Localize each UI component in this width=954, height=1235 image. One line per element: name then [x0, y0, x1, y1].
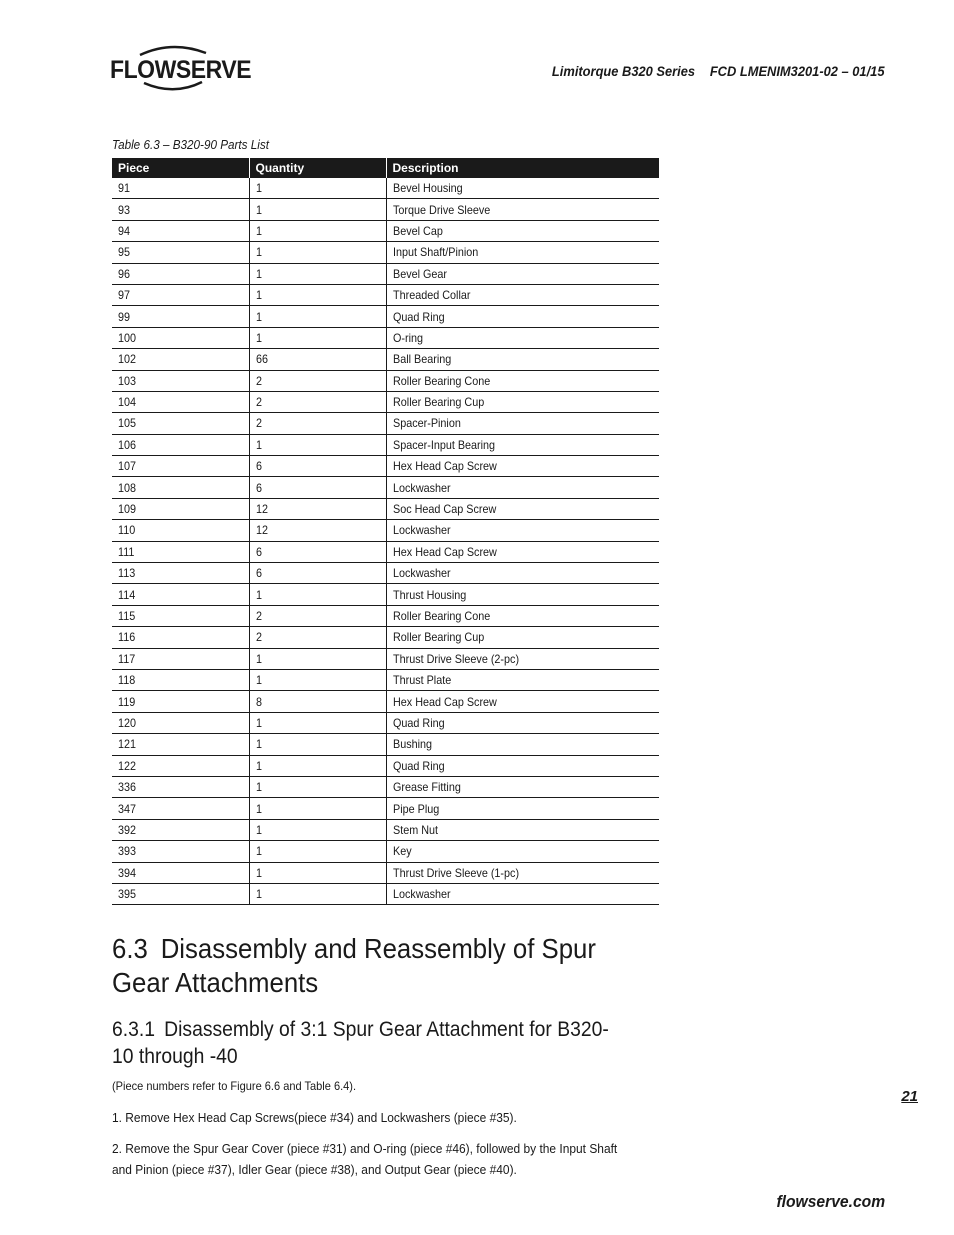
piece-cell [112, 434, 249, 455]
quantity-cell-text: 1 [255, 437, 262, 452]
column-header-description: Description [386, 158, 659, 178]
description-cell [386, 242, 659, 263]
quantity-cell-text: 1 [255, 651, 262, 666]
piece-cell-text: 109 [118, 502, 137, 517]
quantity-cell [249, 862, 386, 883]
quantity-cell [249, 605, 386, 626]
piece-cell-text: 395 [118, 887, 137, 902]
piece-cell-text: 122 [118, 758, 137, 773]
piece-cell [112, 605, 249, 626]
piece-cell-text: 336 [118, 780, 137, 795]
description-cell [386, 520, 659, 541]
piece-cell [112, 584, 249, 605]
column-header-piece: Piece [112, 158, 249, 178]
table-row [112, 605, 659, 626]
quantity-cell [249, 199, 386, 220]
quantity-cell-text: 1 [255, 181, 262, 196]
quantity-cell [249, 691, 386, 712]
table-row [112, 456, 659, 477]
piece-cell [112, 563, 249, 584]
section-heading [112, 932, 627, 1000]
piece-cell [112, 327, 249, 348]
description-cell-text: Thrust Drive Sleeve (1-pc) [392, 865, 519, 880]
description-cell [386, 263, 659, 284]
table-row [112, 584, 659, 605]
quantity-cell [249, 391, 386, 412]
description-cell [386, 199, 659, 220]
description-cell [386, 178, 659, 199]
description-cell [386, 477, 659, 498]
table-row [112, 734, 659, 755]
quantity-cell [249, 541, 386, 562]
description-cell [386, 563, 659, 584]
table-caption: Table 6.3 – B320-90 Parts List [112, 137, 269, 152]
quantity-cell-text: 2 [255, 395, 262, 410]
description-cell-text: Thrust Housing [392, 587, 466, 602]
description-cell-text: Hex Head Cap Screw [392, 694, 497, 709]
piece-cell [112, 220, 249, 241]
description-cell-text: Thrust Drive Sleeve (2-pc) [392, 651, 519, 666]
piece-cell-text: 121 [118, 737, 137, 752]
quantity-cell [249, 648, 386, 669]
description-cell [386, 734, 659, 755]
piece-cell [112, 883, 249, 904]
description-cell-text: Lockwasher [392, 887, 451, 902]
series-title: Limitorque B320 Series [551, 63, 695, 79]
table-row [112, 712, 659, 733]
piece-cell [112, 648, 249, 669]
description-cell [386, 712, 659, 733]
piece-cell-text: 108 [118, 480, 137, 495]
section-title: Disassembly and Reassembly of Spur Gear Attachments [112, 933, 596, 998]
piece-cell [112, 456, 249, 477]
quantity-cell-text: 12 [255, 502, 268, 517]
piece-cell [112, 413, 249, 434]
piece-cell [112, 498, 249, 519]
quantity-cell [249, 413, 386, 434]
piece-cell [112, 734, 249, 755]
quantity-cell-text: 6 [255, 480, 262, 495]
quantity-cell [249, 627, 386, 648]
quantity-cell [249, 242, 386, 263]
piece-cell-text: 393 [118, 844, 137, 859]
description-cell [386, 391, 659, 412]
description-cell [386, 883, 659, 904]
description-cell-text: Soc Head Cap Screw [392, 502, 496, 517]
piece-cell-text: 116 [118, 630, 136, 645]
piece-cell [112, 669, 249, 690]
logo-wordmark: FLOWSERVE [110, 56, 252, 84]
piece-cell [112, 306, 249, 327]
description-cell-text: Hex Head Cap Screw [392, 544, 497, 559]
description-cell-text: Roller Bearing Cup [392, 395, 484, 410]
piece-cell-text: 392 [118, 822, 137, 837]
piece-cell-text: 347 [118, 801, 137, 816]
table-row [112, 242, 659, 263]
piece-cell [112, 242, 249, 263]
table-row [112, 391, 659, 412]
description-cell-text: Key [392, 844, 412, 859]
table-row [112, 798, 659, 819]
quantity-cell-text: 6 [255, 544, 262, 559]
piece-cell [112, 520, 249, 541]
description-cell-text: Lockwasher [392, 523, 451, 538]
paragraph-step-1: 1. Remove Hex Head Cap Screws(piece #34) and Lockwashers (piece #35). [112, 1110, 517, 1125]
piece-cell-text: 102 [118, 352, 137, 367]
description-cell-text: Spacer-Input Bearing [392, 437, 495, 452]
piece-cell [112, 841, 249, 862]
description-cell [386, 627, 659, 648]
quantity-cell [249, 734, 386, 755]
table-row [112, 284, 659, 305]
table-row [112, 263, 659, 284]
description-cell [386, 755, 659, 776]
paragraph-reference-note: (Piece numbers refer to Figure 6.6 and Table 6.4). [112, 1079, 357, 1093]
table-row [112, 477, 659, 498]
piece-cell-text: 113 [118, 566, 136, 581]
description-cell-text: Bevel Gear [392, 266, 447, 281]
piece-cell [112, 370, 249, 391]
quantity-cell [249, 498, 386, 519]
quantity-cell [249, 178, 386, 199]
piece-cell-text: 93 [118, 202, 131, 217]
quantity-cell [249, 776, 386, 797]
description-cell [386, 862, 659, 883]
quantity-cell-text: 1 [255, 673, 262, 688]
piece-cell-text: 96 [118, 266, 131, 281]
quantity-cell-text: 2 [255, 373, 262, 388]
description-cell [386, 819, 659, 840]
description-cell-text: Bevel Cap [392, 223, 443, 238]
piece-cell [112, 712, 249, 733]
table-row [112, 220, 659, 241]
quantity-cell-text: 1 [255, 737, 262, 752]
table-row [112, 755, 659, 776]
piece-cell-text: 119 [118, 694, 136, 709]
quantity-cell-text: 2 [255, 609, 262, 623]
piece-cell-text: 103 [118, 373, 137, 388]
table-header-row [112, 158, 659, 178]
piece-cell-text: 94 [118, 223, 131, 238]
piece-cell-text: 95 [118, 245, 131, 260]
piece-cell-text: 117 [118, 651, 136, 666]
paragraph-step-2: 2. Remove the Spur Gear Cover (piece #31) and O-ring (piece #46), followed by the Input Shaft and Pinion (piece #37), Idler Gear (piece #38), and Output Gear (piece #40). [112, 1141, 618, 1177]
description-cell-text: Spacer-Pinion [392, 416, 461, 431]
piece-cell [112, 263, 249, 284]
table-row [112, 563, 659, 584]
description-cell-text: Input Shaft/Pinion [392, 245, 478, 260]
quantity-cell [249, 327, 386, 348]
quantity-cell-text: 1 [255, 780, 262, 795]
description-cell [386, 327, 659, 348]
description-cell [386, 434, 659, 455]
description-cell-text: Bevel Housing [392, 181, 463, 196]
description-cell [386, 413, 659, 434]
quantity-cell [249, 434, 386, 455]
piece-cell [112, 819, 249, 840]
quantity-cell-text: 12 [255, 523, 268, 538]
quantity-cell [249, 584, 386, 605]
description-cell-text: Thrust Plate [392, 673, 451, 688]
section-number: 6.3 [112, 933, 148, 964]
subsection-title: Disassembly of 3:1 Spur Gear Attachment for B320-10 through -40 [112, 1018, 609, 1068]
description-cell [386, 776, 659, 797]
quantity-cell-text: 1 [255, 587, 262, 602]
description-cell-text: Ball Bearing [392, 352, 451, 367]
piece-cell-text: 105 [118, 416, 137, 431]
quantity-cell-text: 1 [255, 223, 262, 238]
quantity-cell [249, 306, 386, 327]
table-row [112, 349, 659, 370]
table-row [112, 648, 659, 669]
quantity-cell [249, 883, 386, 904]
piece-cell [112, 349, 249, 370]
quantity-cell-text: 1 [255, 288, 262, 303]
piece-cell-text: 118 [118, 673, 136, 688]
piece-cell [112, 477, 249, 498]
piece-cell-text: 99 [118, 309, 131, 324]
quantity-cell-text: 1 [255, 887, 262, 902]
quantity-cell [249, 477, 386, 498]
description-cell [386, 306, 659, 327]
piece-cell-text: 107 [118, 459, 137, 474]
description-cell-text: Stem Nut [392, 822, 438, 837]
parts-list-table [112, 158, 659, 905]
table-row [112, 691, 659, 712]
quantity-cell [249, 370, 386, 391]
description-cell-text: Grease Fitting [392, 780, 461, 795]
subsection-heading [112, 1016, 627, 1070]
quantity-cell [249, 819, 386, 840]
description-cell [386, 498, 659, 519]
quantity-cell [249, 755, 386, 776]
flowserve-logo [110, 42, 250, 94]
description-cell-text: Quad Ring [392, 758, 445, 773]
quantity-cell [249, 563, 386, 584]
subsection-number: 6.3.1 [112, 1018, 155, 1041]
quantity-cell [249, 520, 386, 541]
quantity-cell-text: 1 [255, 202, 262, 217]
description-cell [386, 648, 659, 669]
quantity-cell-text: 1 [255, 758, 262, 773]
table-row [112, 199, 659, 220]
quantity-cell-text: 2 [255, 630, 262, 645]
description-cell [386, 605, 659, 626]
quantity-cell [249, 456, 386, 477]
quantity-cell-text: 6 [255, 566, 262, 581]
piece-cell [112, 755, 249, 776]
quantity-cell [249, 841, 386, 862]
piece-cell [112, 178, 249, 199]
quantity-cell [249, 712, 386, 733]
footer-website: flowserve.com [776, 1192, 885, 1211]
quantity-cell-text: 1 [255, 330, 262, 345]
piece-cell-text: 114 [118, 587, 136, 602]
piece-cell [112, 284, 249, 305]
description-cell-text: Pipe Plug [392, 801, 439, 816]
description-cell-text: Hex Head Cap Screw [392, 459, 497, 474]
description-cell-text: Bushing [392, 737, 432, 752]
table-row [112, 178, 659, 199]
description-cell-text: Roller Bearing Cup [392, 630, 484, 645]
quantity-cell-text: 1 [255, 266, 262, 281]
description-cell-text: Roller Bearing Cone [392, 609, 490, 623]
table-row [112, 520, 659, 541]
description-cell-text: Lockwasher [392, 480, 451, 495]
piece-cell [112, 862, 249, 883]
quantity-cell [249, 284, 386, 305]
piece-cell-text: 111 [118, 544, 135, 559]
description-cell [386, 841, 659, 862]
table-row [112, 776, 659, 797]
piece-cell [112, 199, 249, 220]
description-cell [386, 284, 659, 305]
table-row [112, 306, 659, 327]
table-row [112, 627, 659, 648]
quantity-cell-text: 8 [255, 694, 262, 709]
description-cell [386, 798, 659, 819]
quantity-cell [249, 263, 386, 284]
quantity-cell-text: 1 [255, 715, 262, 730]
table-row [112, 819, 659, 840]
table-row [112, 541, 659, 562]
piece-cell-text: 115 [118, 609, 136, 623]
quantity-cell [249, 349, 386, 370]
quantity-cell-text: 66 [255, 352, 268, 367]
description-cell [386, 691, 659, 712]
table-row [112, 370, 659, 391]
quantity-cell-text: 2 [255, 416, 262, 431]
piece-cell [112, 776, 249, 797]
description-cell [386, 584, 659, 605]
description-cell [386, 349, 659, 370]
quantity-cell-text: 6 [255, 459, 262, 474]
piece-cell-text: 91 [118, 181, 131, 196]
description-cell-text: Torque Drive Sleeve [392, 202, 490, 217]
description-cell [386, 456, 659, 477]
table-row [112, 498, 659, 519]
quantity-cell-text: 1 [255, 865, 262, 880]
quantity-cell-text: 1 [255, 801, 262, 816]
table-row [112, 883, 659, 904]
document-code: FCD LMENIM3201-02 – 01/15 [709, 63, 884, 79]
piece-cell-text: 110 [118, 523, 136, 538]
description-cell [386, 669, 659, 690]
table-row [112, 862, 659, 883]
description-cell-text: Roller Bearing Cone [392, 373, 490, 388]
column-header-quantity: Quantity [249, 158, 386, 178]
page-number: 21 [901, 1088, 918, 1105]
quantity-cell-text: 1 [255, 844, 262, 859]
table-body [112, 178, 659, 905]
piece-cell-text: 394 [118, 865, 137, 880]
piece-cell [112, 541, 249, 562]
table-row [112, 841, 659, 862]
table-row [112, 413, 659, 434]
quantity-cell-text: 1 [255, 245, 262, 260]
piece-cell [112, 391, 249, 412]
description-cell [386, 541, 659, 562]
table-row [112, 434, 659, 455]
piece-cell-text: 104 [118, 395, 137, 410]
table-row [112, 669, 659, 690]
quantity-cell [249, 220, 386, 241]
description-cell [386, 370, 659, 391]
piece-cell-text: 100 [118, 330, 137, 345]
piece-cell [112, 691, 249, 712]
description-cell-text: Quad Ring [392, 309, 445, 324]
quantity-cell-text: 1 [255, 822, 262, 837]
piece-cell [112, 627, 249, 648]
description-cell-text: O-ring [392, 330, 423, 345]
piece-cell-text: 106 [118, 437, 137, 452]
description-cell-text: Lockwasher [392, 566, 451, 581]
description-cell [386, 220, 659, 241]
quantity-cell-text: 1 [255, 309, 262, 324]
description-cell-text: Threaded Collar [392, 288, 470, 303]
piece-cell-text: 120 [118, 715, 137, 730]
piece-cell-text: 97 [118, 288, 131, 303]
document-header [551, 63, 884, 79]
piece-cell [112, 798, 249, 819]
description-cell-text: Quad Ring [392, 715, 445, 730]
table-row [112, 327, 659, 348]
quantity-cell [249, 669, 386, 690]
quantity-cell [249, 798, 386, 819]
